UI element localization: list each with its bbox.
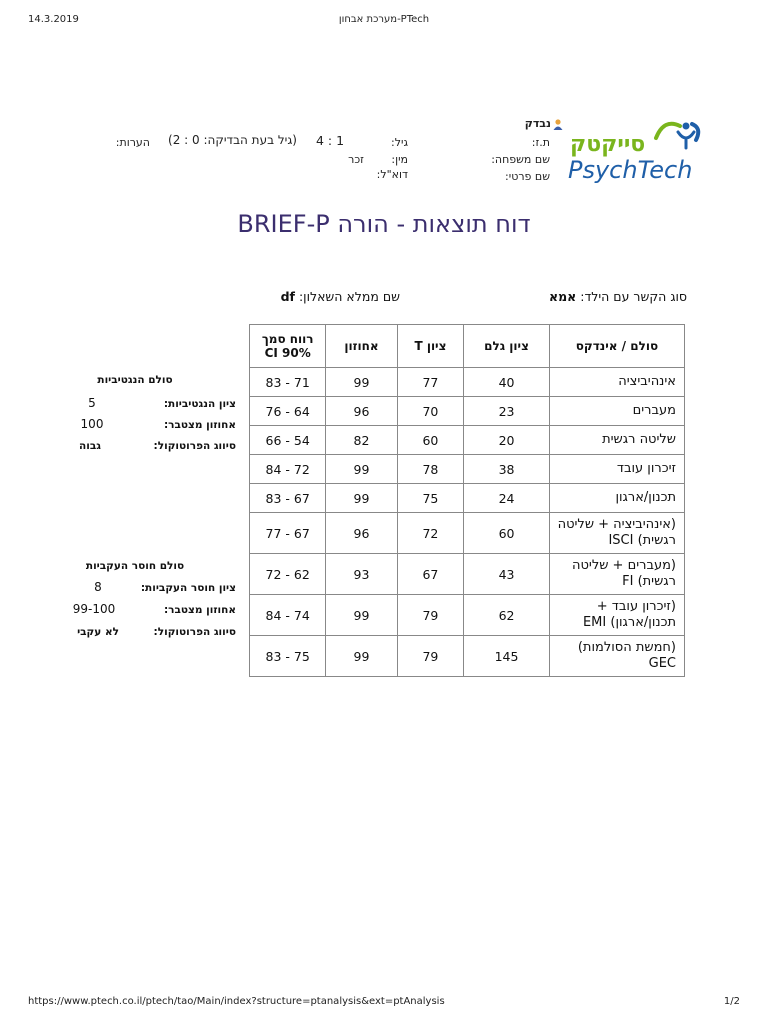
col-ci: רווח סמך CI 90%	[250, 325, 326, 368]
inconsistency-pct-label: אחוזון מצטבר:	[163, 604, 236, 616]
relation-line	[480, 289, 687, 304]
table-row	[250, 455, 685, 484]
scale-cell: מעברים	[549, 397, 684, 426]
percentile-cell: 99	[326, 484, 397, 513]
negativity-pct-value: 100	[80, 417, 104, 431]
user-icon	[553, 119, 563, 130]
negativity-score-value: 5	[88, 396, 96, 410]
t-cell: 79	[397, 636, 464, 677]
logo-english: PsychTech	[568, 156, 693, 184]
negativity-title: סולם הנגטיביות	[97, 374, 173, 386]
t-cell: 70	[397, 397, 464, 426]
table-header-row	[250, 325, 685, 368]
raw-cell: 60	[464, 513, 550, 554]
filler-value: df	[280, 289, 295, 304]
scale-cell: (מעברים + שליטה רגשית) FI	[549, 554, 684, 595]
id-label: ת.ז:	[531, 136, 550, 149]
age-label: גיל:	[391, 136, 408, 149]
psychtech-logo	[568, 118, 703, 184]
table-row	[250, 513, 685, 554]
notes-label: הערות:	[115, 136, 150, 149]
ci-cell: 67 - 83	[250, 484, 326, 513]
raw-cell: 20	[464, 426, 550, 455]
inconsistency-score-label: ציון חוסר העקביות:	[140, 582, 236, 594]
inconsistency-title: סולם חוסר העקביות	[85, 560, 185, 572]
filler-label: שם ממלא השאלון:	[298, 289, 400, 304]
gender-value: זכר	[348, 153, 364, 166]
ci-cell: 75 - 83	[250, 636, 326, 677]
col-percentile: אחוזון	[326, 325, 397, 368]
negativity-score-label: ציון הנגטיביות:	[163, 398, 236, 410]
ci-cell: 64 - 76	[250, 397, 326, 426]
print-date: 14.3.2019	[28, 14, 79, 25]
t-cell: 79	[397, 595, 464, 636]
print-page-number: 1/2	[723, 996, 740, 1007]
col-scale: סולם / אינדקס	[549, 325, 684, 368]
logo-hebrew: סייקטק	[570, 132, 646, 157]
relation-label: סוג הקשר עם הילד:	[580, 289, 687, 304]
t-cell: 78	[397, 455, 464, 484]
scale-cell: (חמשת הסולמות) GEC	[549, 636, 684, 677]
age-value: 1 : 4	[316, 133, 345, 148]
table-row	[250, 554, 685, 595]
ci-cell: 54 - 66	[250, 426, 326, 455]
percentile-cell: 96	[326, 513, 397, 554]
raw-cell: 38	[464, 455, 550, 484]
inconsistency-score-value: 8	[94, 580, 102, 594]
ci-cell: 71 - 83	[250, 368, 326, 397]
scale-cell: שליטה רגשית	[549, 426, 684, 455]
results-table	[249, 324, 685, 677]
table-row	[250, 426, 685, 455]
last-name-label: שם משפחה:	[491, 153, 550, 166]
t-cell: 75	[397, 484, 464, 513]
first-name-label: שם פרטי:	[505, 170, 550, 183]
gender-label: מין:	[391, 153, 408, 166]
scale-cell: (אינהיביציה + שליטה רגשית) ISCI	[549, 513, 684, 554]
percentile-cell: 82	[326, 426, 397, 455]
scale-cell: (זיכרון עובד + תכנון/ארגון) EMI	[549, 595, 684, 636]
negativity-pct-label: אחוזון מצטבר:	[163, 419, 236, 431]
inconsistency-pct-value: 99-100	[72, 602, 116, 616]
raw-cell: 24	[464, 484, 550, 513]
scale-cell: זיכרון עובד	[549, 455, 684, 484]
inconsistency-class-label: סיווג הפרוטוקול:	[153, 626, 236, 638]
print-url: https://www.ptech.co.il/ptech/tao/Main/index?structure=ptanalysis&ext=ptAnalysis	[28, 996, 445, 1007]
percentile-cell: 99	[326, 595, 397, 636]
raw-cell: 23	[464, 397, 550, 426]
t-cell: 72	[397, 513, 464, 554]
report-title: דוח תוצאות - הורה BRIEF-P	[237, 210, 531, 238]
examinee-header: נבדק	[480, 117, 563, 130]
inconsistency-class-value: לא עקבי	[77, 626, 119, 638]
percentile-cell: 93	[326, 554, 397, 595]
col-raw: ציון גלם	[464, 325, 550, 368]
percentile-cell: 99	[326, 455, 397, 484]
print-title: מערכת אבחון-PTech	[338, 14, 430, 25]
percentile-cell: 96	[326, 397, 397, 426]
scale-cell: תכנון/ארגון	[549, 484, 684, 513]
t-cell: 67	[397, 554, 464, 595]
percentile-cell: 99	[326, 636, 397, 677]
negativity-class-label: סיווג הפרוטוקול:	[153, 440, 236, 452]
percentile-cell: 99	[326, 368, 397, 397]
table-row	[250, 397, 685, 426]
t-cell: 77	[397, 368, 464, 397]
age-at-test: (גיל בעת הבדיקה: 0 : 2)	[168, 133, 297, 147]
raw-cell: 145	[464, 636, 550, 677]
negativity-class-value: גבוה	[79, 440, 101, 452]
col-t: ציון T	[397, 325, 464, 368]
raw-cell: 40	[464, 368, 550, 397]
t-cell: 60	[397, 426, 464, 455]
ci-cell: 74 - 84	[250, 595, 326, 636]
table-row	[250, 636, 685, 677]
relation-value: אמא	[549, 289, 577, 304]
filler-line	[200, 289, 400, 304]
raw-cell: 62	[464, 595, 550, 636]
scale-cell: אינהיביציה	[549, 368, 684, 397]
table-row	[250, 368, 685, 397]
table-row	[250, 484, 685, 513]
ci-cell: 67 - 77	[250, 513, 326, 554]
table-row	[250, 595, 685, 636]
email-label: דוא"ל:	[376, 168, 408, 181]
ci-cell: 62 - 72	[250, 554, 326, 595]
raw-cell: 43	[464, 554, 550, 595]
ci-cell: 72 - 84	[250, 455, 326, 484]
